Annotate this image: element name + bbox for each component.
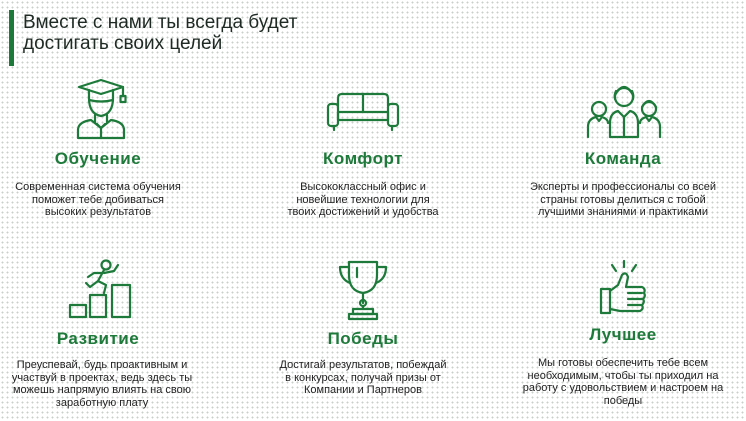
card-description-comfort: Высококлассный офис и новейшие технологии для твоих достижений и удобства [287, 181, 439, 218]
trophy-icon [336, 259, 390, 321]
card-title-team: Команда [584, 149, 662, 168]
feature-card-best [503, 259, 743, 409]
feature-card-growth [0, 259, 218, 409]
card-description-victories: Достигай результатов, побеждай в конкурсах, получай призы от Компании и Партнеров [279, 359, 447, 396]
card-description-best: Мы готовы обеспечить тебе всем необходимым, чтобы ты приходил на работу с удовольствием и настроем на победы [522, 357, 724, 407]
thumbs-up-icon [598, 259, 650, 319]
card-title-comfort: Комфорт [323, 149, 403, 168]
page-title-line-1: Вместе с нами ты всегда будет [23, 12, 298, 33]
card-description-growth: Преуспевай, будь проактивным и участвуй в проектах, ведь здесь ты можешь напрямую влиять на свою заработную плату [11, 359, 193, 409]
team-icon [586, 83, 662, 139]
page-title-line-2: достигать своих целей [23, 33, 223, 54]
card-title-growth: Развитие [56, 329, 140, 348]
feature-card-education [0, 78, 218, 228]
feature-card-comfort [243, 78, 483, 228]
growth-stairs-icon [68, 259, 132, 319]
card-description-education: Современная система обучения поможет тебе добиваться высоких результатов [15, 181, 181, 218]
feature-card-team [503, 78, 743, 228]
page-title [23, 12, 297, 54]
card-title-education: Обучение [54, 149, 142, 168]
accent-bar [9, 10, 14, 66]
card-title-victories: Победы [327, 329, 399, 348]
graduate-icon [73, 78, 129, 140]
card-description-team: Эксперты и профессионалы со всей страны готовы делиться с тобой лучшими знаниями и практиками [530, 181, 716, 218]
sofa-icon [326, 92, 400, 132]
card-title-best: Лучшее [589, 325, 657, 344]
feature-card-victories [243, 259, 483, 409]
